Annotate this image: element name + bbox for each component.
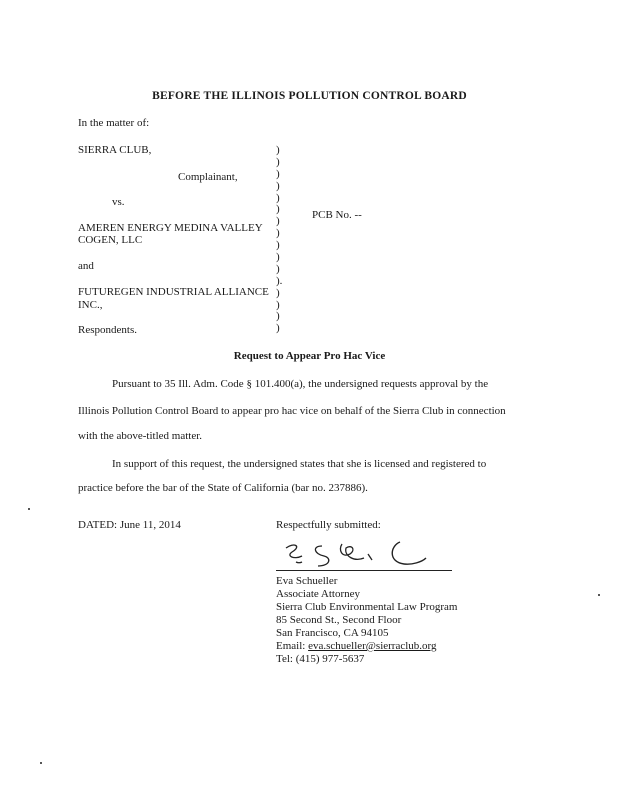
dated-line: DATED: June 11, 2014 (78, 519, 181, 531)
respondent1-line2: COGEN, LLC (78, 234, 143, 246)
paren: ) (276, 191, 280, 204)
paren: ) (276, 262, 280, 275)
signer-address1: 85 Second St., Second Floor (276, 614, 402, 626)
paren: ) (276, 322, 280, 335)
paren: ) (276, 215, 280, 228)
page-title: BEFORE THE ILLINOIS POLLUTION CONTROL BOARD (152, 90, 467, 102)
signer-name: Eva Schueller (276, 575, 338, 587)
versus-label: vs. (112, 196, 125, 208)
paren: ) (276, 167, 280, 180)
complainant-role: Complainant, (178, 171, 238, 183)
signer-address2: San Francisco, CA 94105 (276, 627, 389, 639)
paren: ) (276, 144, 280, 156)
paren: ) (276, 155, 280, 168)
respondents-role: Respondents. (78, 324, 137, 336)
paren: ) (276, 298, 280, 311)
signer-phone: Tel: (415) 977-5637 (276, 653, 365, 665)
paragraph1-line3: with the above-titled matter. (78, 430, 203, 442)
email-label: Email: (276, 640, 309, 652)
paren: ) (276, 203, 280, 216)
caption-parentheses (276, 145, 286, 335)
complainant-name: SIERRA CLUB, (78, 144, 152, 156)
email-link[interactable]: eva.schueller@sierraclub.org (308, 640, 437, 652)
paren: ). (276, 274, 283, 287)
paren: ) (276, 251, 280, 264)
request-title: Request to Appear Pro Hac Vice (233, 350, 386, 362)
respondent2-line1: FUTUREGEN INDUSTRIAL ALLIANCE (78, 286, 269, 298)
scan-speck (40, 762, 42, 764)
scan-speck (28, 508, 30, 510)
and-label: and (78, 260, 94, 272)
scan-speck (598, 594, 600, 596)
in-matter-label: In the matter of: (78, 117, 150, 129)
signature-line (276, 570, 452, 571)
paragraph2-line2: practice before the bar of the State of California (bar no. 237886). (78, 482, 368, 494)
signer-title: Associate Attorney (276, 588, 361, 600)
paragraph1-line1: Pursuant to 35 Ill. Adm. Code § 101.400(a), the undersigned requests approval by the (112, 378, 489, 390)
handwritten-signature (272, 536, 452, 572)
respondent1-line1: AMEREN ENERGY MEDINA VALLEY (78, 222, 263, 234)
paragraph1-line2: Illinois Pollution Control Board to appear pro hac vice on behalf of the Sierra Club in connection (78, 405, 506, 417)
paren: ) (276, 227, 280, 240)
pcb-number: PCB No. -- (312, 209, 362, 221)
signer-organization: Sierra Club Environmental Law Program (276, 601, 458, 613)
paren: ) (276, 310, 280, 323)
paragraph2-line1: In support of this request, the undersigned states that she is licensed and registered to (112, 458, 487, 470)
paren: ) (276, 179, 280, 192)
signer-email-row (276, 640, 437, 653)
paren: ) (276, 286, 280, 299)
respectfully-submitted: Respectfully submitted: (276, 519, 381, 531)
paren: ) (276, 239, 280, 252)
respondent2-line2: INC., (78, 299, 103, 311)
